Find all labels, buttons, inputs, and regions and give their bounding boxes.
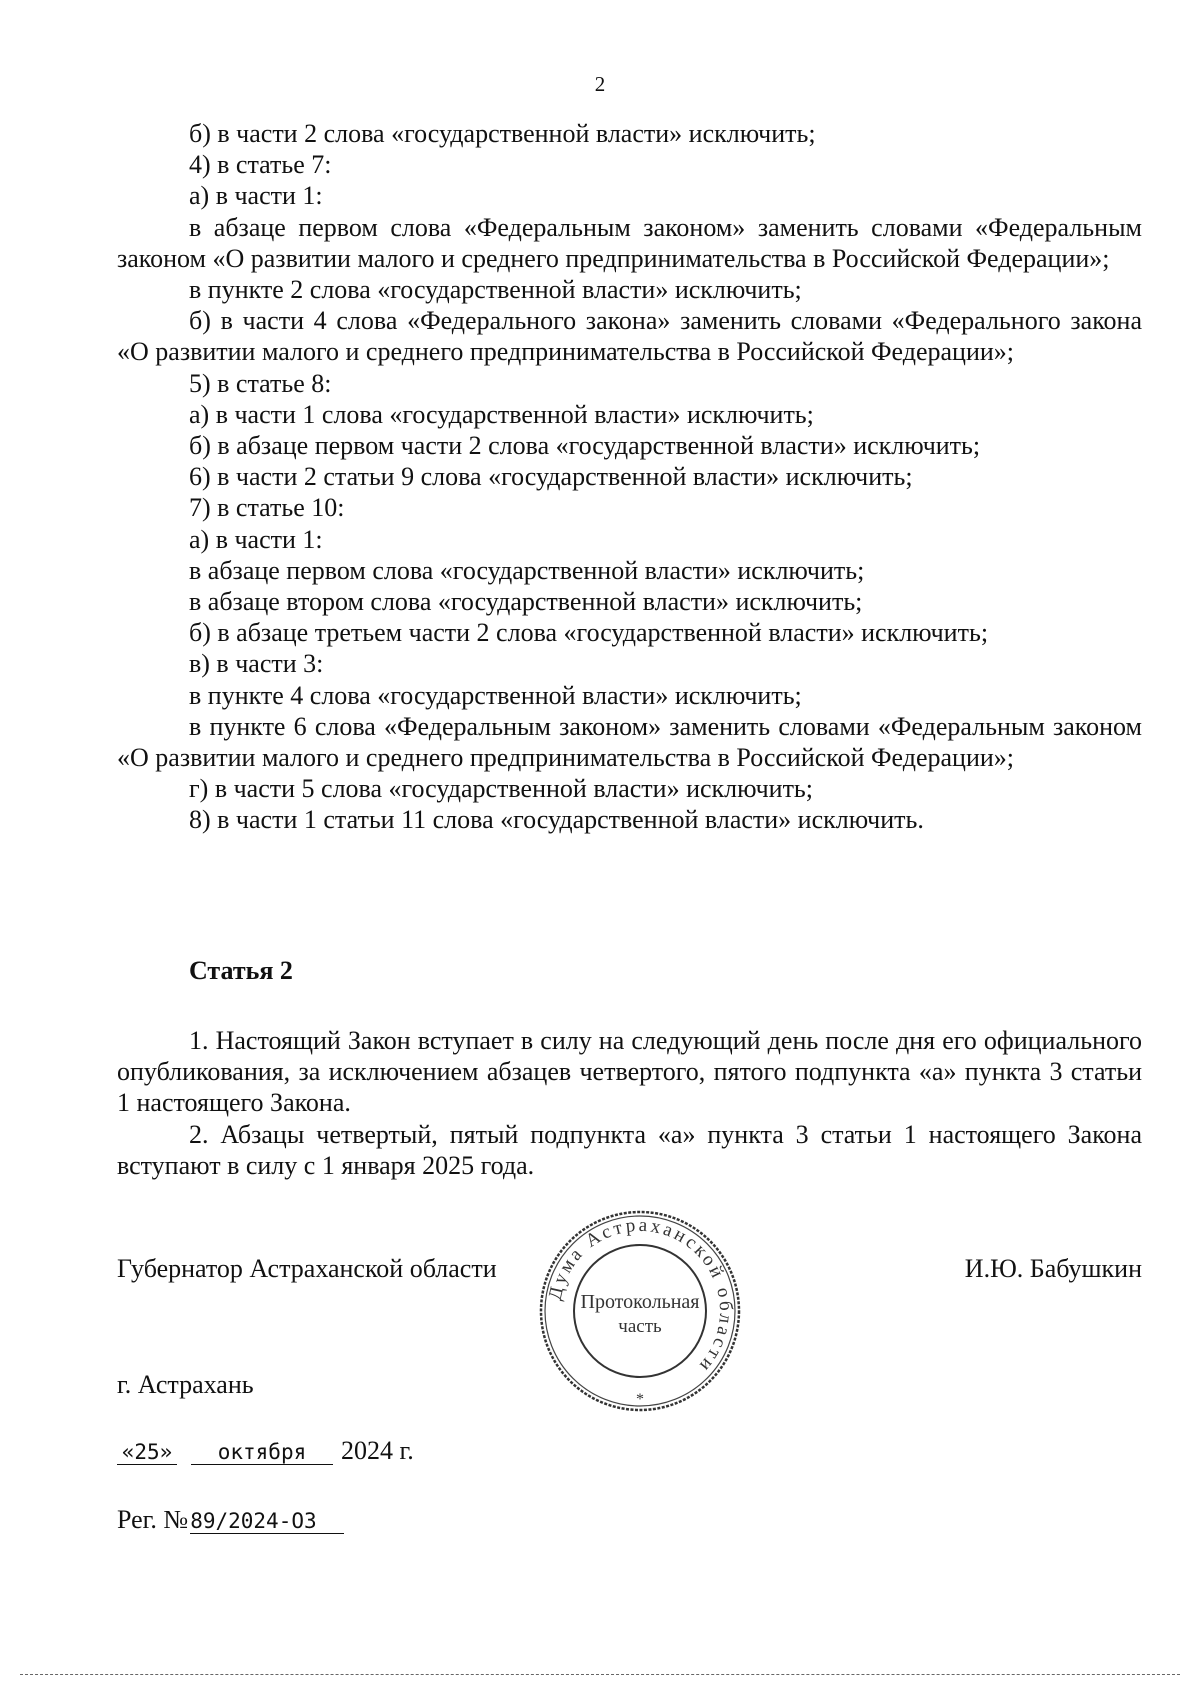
registration-line [117, 1505, 344, 1535]
amendment-item: б) в части 2 слова «государственной власти» исключить; [189, 119, 816, 148]
page-number: 2 [594, 72, 606, 96]
amendment-item: 4) в статье 7: [189, 150, 332, 180]
amendment-item: а) в части 1: [189, 524, 323, 554]
article2-paragraph: 1. Настоящий Закон вступает в силу на следующий день после дня его официального опубликования, за исключением абзацев четвертого, пятого подпункта «а» пункта 3 статьи 1 настоящего Закона. [117, 1026, 1142, 1118]
article2-heading: Статья 2 [189, 956, 293, 985]
amendment-item: 6) в части 2 статьи 9 слова «государственной власти» исключить; [189, 462, 913, 492]
amendment-item: в абзаце первом слова «государственной власти» исключить; [189, 555, 865, 585]
date-year: 2024 г. [341, 1436, 414, 1465]
seal-center-line1: Протокольная [580, 1291, 700, 1313]
amendment-item: в абзаце первом слова «Федеральным законом» заменить словами «Федеральным законом «О развитии малого и среднего предпринимательства в Российской Федерации»; [117, 212, 1142, 273]
seal-center-line2: часть [618, 1316, 662, 1337]
registration-number: 89/2024-ОЗ [190, 1509, 344, 1534]
date-open-quote: « [121, 1440, 135, 1464]
amendment-item: в пункте 4 слова «государственной власти» исключить; [189, 680, 802, 710]
amendment-item: в пункте 6 слова «Федеральным законом» заменить словами «Федеральным законом «О развитии малого и среднего предпринимательства в Российской Федерации»; [117, 711, 1142, 773]
date-month: октября [191, 1440, 333, 1465]
amendment-item: в абзаце втором слова «государственной власти» исключить; [189, 587, 863, 617]
amendment-item: 8) в части 1 статьи 11 слова «государственной власти» исключить. [189, 805, 924, 835]
article1-amendments [117, 118, 1142, 836]
seal-ring-text: Дума Астраханской области [544, 1214, 737, 1378]
article2-paragraph: 2. Абзацы четвертый, пятый подпункта «а» пункта 3 статьи 1 настоящего Закона вступают в силу с 1 января 2025 года. [117, 1119, 1142, 1180]
amendment-item: в) в части 3: [189, 649, 324, 679]
amendment-item: в пункте 2 слова «государственной власти» исключить; [189, 275, 802, 305]
footer-divider [20, 1674, 1180, 1675]
amendment-item: а) в части 1: [189, 181, 323, 211]
official-seal-stamp [537, 1208, 743, 1414]
place-of-signing: г. Астрахань [117, 1370, 254, 1399]
amendment-item: 5) в статье 8: [189, 368, 332, 398]
date-day: 25 [134, 1440, 160, 1464]
amendment-item: а) в части 1 слова «государственной власти» исключить; [189, 399, 814, 429]
governor-title: Губернатор Астраханской области [117, 1254, 497, 1283]
amendment-item: б) в части 4 слова «Федерального закона» заменить словами «Федерального закона «О развитии малого и среднего предпринимательства в Российской Федерации»; [117, 306, 1142, 367]
article2-body [117, 1025, 1142, 1181]
signing-date [117, 1436, 414, 1466]
amendment-item: б) в абзаце первом части 2 слова «государственной власти» исключить; [189, 431, 981, 461]
date-day-field [117, 1440, 177, 1465]
governor-name: И.Ю. Бабушкин [964, 1254, 1142, 1283]
amendment-item: 7) в статье 10: [189, 493, 345, 523]
registration-label: Рег. № [117, 1505, 189, 1534]
date-close-quote: » [159, 1440, 173, 1464]
amendment-item: г) в части 5 слова «государственной власти» исключить; [189, 774, 814, 804]
amendment-item: б) в абзаце третьем части 2 слова «государственной власти» исключить; [189, 618, 989, 648]
seal-star: * [636, 1391, 644, 1408]
